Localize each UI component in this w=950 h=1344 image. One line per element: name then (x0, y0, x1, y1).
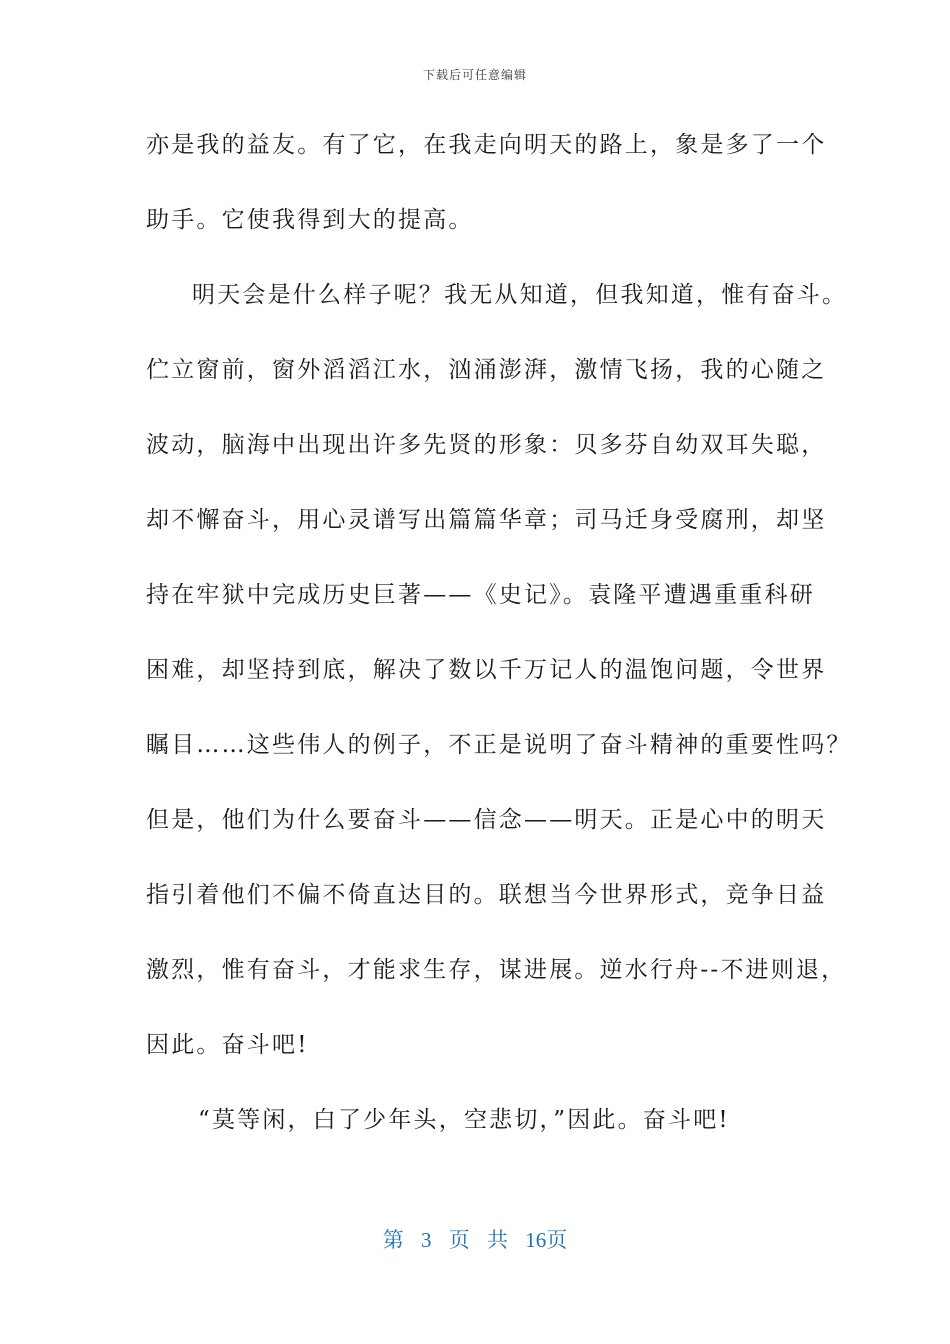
paragraph-line: 持在牢狱中完成历史巨著——《史记》。袁隆平遭遇重重科研 (146, 582, 815, 608)
footer-total-pages: 16页 (525, 1228, 568, 1252)
paragraph-line: 伫立窗前，窗外滔滔江水，汹涌澎湃，激情飞扬，我的心随之 (146, 357, 827, 383)
paragraph-line: 波动，脑海中出现出许多先贤的形象：贝多芬自幼双耳失聪， (146, 432, 827, 458)
paragraph-line: “莫等闲，白了少年头，空悲切，”因此。奋斗吧! (198, 1107, 730, 1133)
footer-label-di: 第 (382, 1228, 404, 1252)
footer-current-page: 3 (421, 1228, 432, 1252)
paragraph-line: 指引着他们不偏不倚直达目的。联想当今世界形式，竞争日益 (146, 882, 827, 908)
paragraph-line: 激烈，惟有奋斗，才能求生存，谋进展。逆水行舟--不进则退， (146, 957, 847, 983)
paragraph-line: 却不懈奋斗，用心灵谱写出篇篇华章；司马迁身受腐刑，却坚 (146, 507, 827, 533)
paragraph-line: 明天会是什么样子呢？我无从知道，但我知道，惟有奋斗。 (192, 282, 848, 308)
page-header: 下载后可任意编辑 (422, 68, 527, 82)
paragraph-line: 因此。奋斗吧! (146, 1032, 309, 1058)
footer-label-gong: 共 (487, 1228, 508, 1252)
paragraph-line: 困难，却坚持到底，解决了数以千万记人的温饱问题，令世界 (146, 657, 827, 683)
document-body (146, 120, 852, 1170)
paragraph-line: 亦是我的益友。有了它，在我走向明天的路上，象是多了一个 (146, 132, 827, 158)
paragraph-line: 助手。它使我得到大的提高。 (146, 207, 474, 233)
footer-label-ye: 页 (448, 1228, 470, 1252)
page-number-footer (0, 1224, 950, 1254)
paragraph-line: 瞩目……这些伟人的例子，不正是说明了奋斗精神的重要性吗？ (146, 732, 852, 758)
paragraph-line: 但是，他们为什么要奋斗——信念——明天。正是心中的明天 (146, 807, 827, 833)
